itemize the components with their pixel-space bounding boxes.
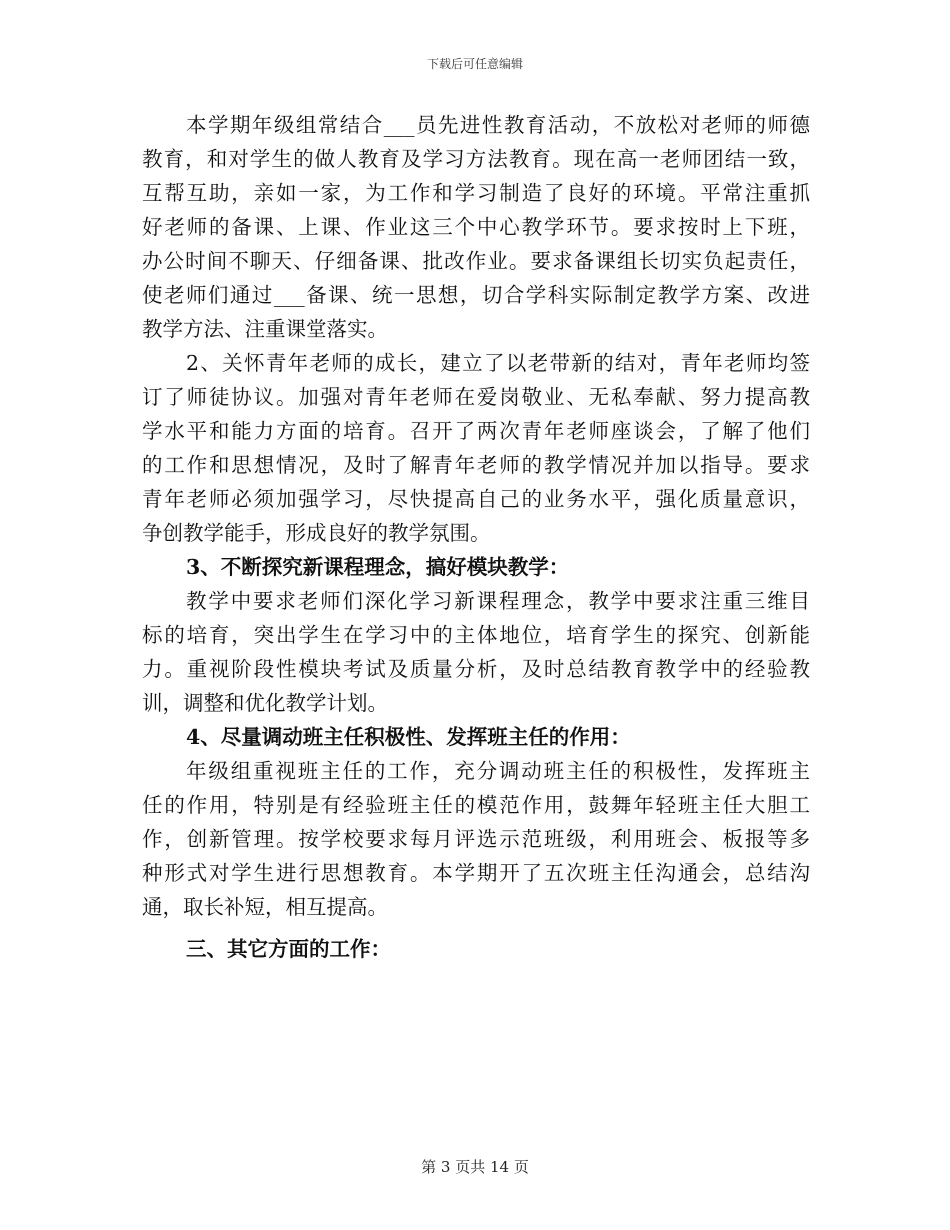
text-line: 教学方法、注重课堂落实。: [142, 317, 388, 341]
text-line: 本学期年级组常结合___员先进性教育活动，不放松对老师的师德: [186, 113, 810, 137]
text-line: 订了师徒协议。加强对青年老师在爱岗敬业、无私奉献、努力提高教: [142, 385, 810, 409]
section-heading: 4、尽量调动班主任积极性、发挥班主任的作用：: [186, 725, 631, 749]
text-line: 互帮互助，亲如一家，为工作和学习制造了良好的环境。平常注重抓: [142, 181, 810, 205]
text-line: 2、关怀青年老师的成长，建立了以老带新的结对，青年老师均签: [186, 351, 810, 375]
document-body: [142, 108, 810, 966]
text-line: 年级组重视班主任的工作，充分调动班主任的积极性，发挥班主: [186, 759, 810, 783]
section-heading: 三、其它方面的工作：: [186, 937, 391, 961]
text-line: 任的作用，特别是有经验班主任的模范作用，鼓舞年轻班主任大胆工: [142, 793, 810, 817]
paragraph: [142, 346, 810, 550]
text-line: 力。重视阶段性模块考试及质量分析，及时总结教育教学中的经验教: [142, 657, 810, 681]
text-line: 的工作和思想情况，及时了解青年老师的教学情况并加以指导。要求: [142, 453, 810, 477]
text-line: 作，创新管理。按学校要求每月评选示范班级，利用班会、板报等多: [142, 827, 810, 851]
paragraph: [142, 584, 810, 720]
text-line: 使老师们通过___备课、统一思想，切合学科实际制定教学方案、改进: [142, 283, 810, 307]
text-line: 教学中要求老师们深化学习新课程理念，教学中要求注重三维目: [186, 589, 810, 613]
text-line: 标的培育，突出学生在学习中的主体地位，培育学生的探究、创新能: [142, 623, 810, 647]
page-header: 下载后可任意编辑: [426, 57, 523, 71]
text-line: 训，调整和优化教学计划。: [142, 691, 388, 715]
text-line: 好老师的备课、上课、作业这三个中心教学环节。要求按时上下班，: [142, 215, 810, 239]
text-line: 学水平和能力方面的培育。召开了两次青年老师座谈会，了解了他们: [142, 419, 810, 443]
text-line: 争创教学能手，形成良好的教学氛围。: [142, 521, 491, 545]
paragraph: [142, 108, 810, 346]
text-line: 办公时间不聊天、仔细备课、批改作业。要求备课组长切实负起责任，: [142, 249, 810, 273]
text-line: 通，取长补短，相互提高。: [142, 895, 388, 919]
paragraph: [142, 754, 810, 924]
text-line: 青年老师必须加强学习，尽快提高自己的业务水平，强化质量意识，: [142, 487, 810, 511]
text-line: 种形式对学生进行思想教育。本学期开了五次班主任沟通会，总结沟: [142, 861, 810, 885]
page-number: 第 3 页共 14 页: [421, 1158, 529, 1176]
text-line: 教育，和对学生的做人教育及学习方法教育。现在高一老师团结一致，: [142, 147, 810, 171]
section-heading: 3、不断探究新课程理念，搞好模块教学：: [186, 555, 570, 579]
